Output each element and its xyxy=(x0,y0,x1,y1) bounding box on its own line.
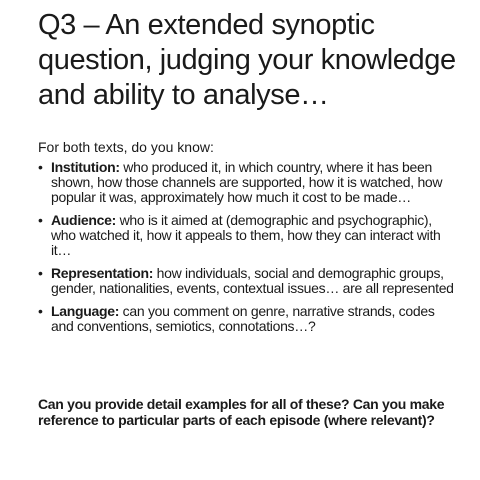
bullet-dot: • xyxy=(38,212,43,228)
bullet-text: who produced it, in which country, where it has been shown, how those channels are supported, how it is watched, how popular it was, approximately how much it cost to be made… xyxy=(51,159,443,205)
bullet-label: Representation: xyxy=(51,265,154,281)
bullet-text: how individuals, social and demographic groups, gender, nationalities, events, contextual issues… are all represented xyxy=(51,265,454,296)
bullet-label: Institution: xyxy=(51,159,120,175)
closing-question: Can you provide detail examples for all of these? Can you make reference to particular parts of each episode (where relevant)? xyxy=(38,396,445,428)
bullet-dot: • xyxy=(38,265,43,281)
bullet-language xyxy=(38,304,458,334)
bullet-label: Audience: xyxy=(51,212,116,228)
bullet-institution xyxy=(38,160,458,205)
bullet-text: who is it aimed at (demographic and psychographic), who watched it, how it appeals to them, how they can interact with it… xyxy=(51,212,441,258)
bullet-label: Language: xyxy=(51,303,120,319)
bullet-list xyxy=(38,160,458,342)
intro-text: For both texts, do you know: xyxy=(38,139,214,155)
bullet-dot: • xyxy=(38,159,43,175)
bullet-audience xyxy=(38,213,458,258)
slide-title: Q3 – An extended synoptic question, judging your knowledge and ability to analyse… xyxy=(38,9,456,111)
bullet-dot: • xyxy=(38,303,43,319)
bullet-representation xyxy=(38,266,458,296)
bullet-text: can you comment on genre, narrative strands, codes and conventions, semiotics, connotations…? xyxy=(51,303,435,334)
